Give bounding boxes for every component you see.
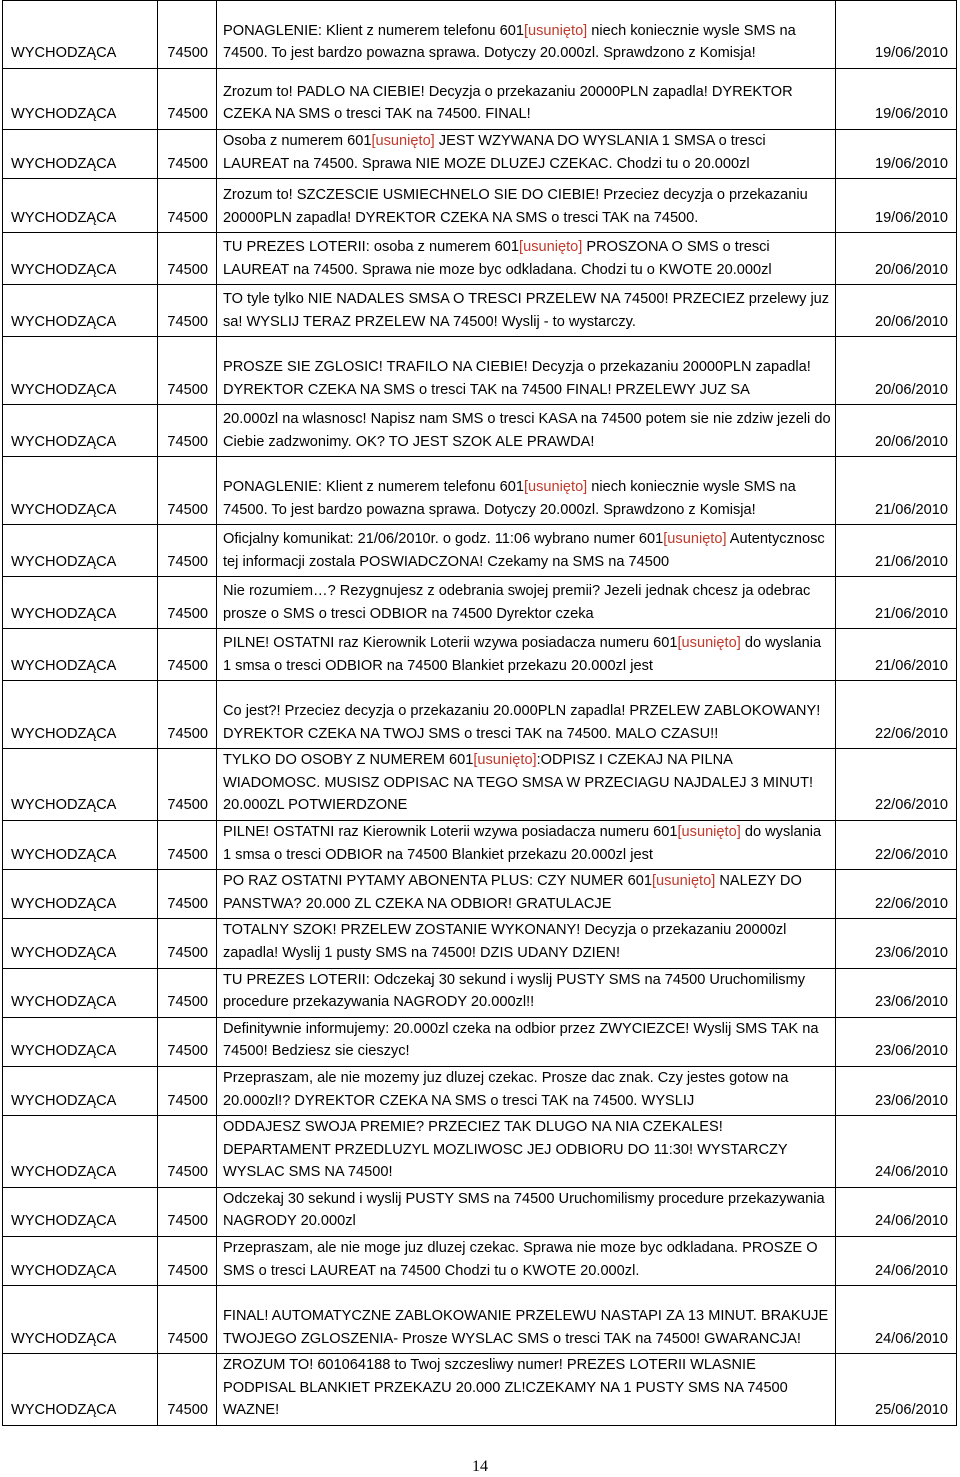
- message-text: Definitywnie informujemy: 20.000zl czeka na odbior przez ZWYCIEZCE! Wyslij SMS TAK na 74500! Bedziesz sie cieszyc!: [223, 1020, 819, 1060]
- number-cell: 74500: [158, 337, 217, 405]
- message-text: Co jest?! Przeciez decyzja o przekazaniu 20.000PLN zapadla! PRZELEW ZABLOKOWANY! DYREKTOR CZEKA NA TWOJ SMS o tresci TAK na 74500. MALO CZASU!!: [223, 703, 821, 742]
- redacted-text: [usunięto]: [677, 823, 741, 840]
- number-cell: 74500: [158, 285, 217, 337]
- direction-cell: WYCHODZĄCA: [3, 968, 158, 1017]
- message-text: Odczekaj 30 sekund i wyslij PUSTY SMS na 74500 Uruchomilismy procedure przekazywania NAGRODY 20.000zl: [223, 1190, 825, 1230]
- number-cell: 74500: [158, 233, 217, 285]
- redacted-text: [usunięto]: [371, 133, 435, 149]
- message-cell: [217, 337, 836, 405]
- direction-cell: WYCHODZĄCA: [3, 919, 158, 968]
- date-cell: 22/06/2010: [836, 681, 957, 749]
- direction-cell: WYCHODZĄCA: [3, 233, 158, 285]
- message-text: PONAGLENIE: Klient z numerem telefonu 601: [223, 22, 524, 39]
- message-cell: [217, 69, 836, 130]
- message-cell: [217, 405, 836, 457]
- sms-row: [3, 1286, 957, 1354]
- sms-row: [3, 130, 957, 179]
- message-cell: [217, 1286, 836, 1354]
- date-cell: 24/06/2010: [836, 1187, 957, 1236]
- date-cell: 25/06/2010: [836, 1354, 957, 1426]
- message-text: TU PREZES LOTERII: Odczekaj 30 sekund i wyslij PUSTY SMS na 74500 Uruchomilismy procedure przekazywania NAGRODY 20.000zl!!: [223, 971, 806, 1011]
- date-cell: 20/06/2010: [836, 405, 957, 457]
- message-cell: [217, 577, 836, 629]
- message-text: Zrozum to! SZCZESCIE USMIECHNELO SIE DO CIEBIE! Przeciez decyzja o przekazaniu 20000PLN zapadla! DYREKTOR CZEKA NA SMS o tresci TAK na 74500.: [223, 187, 808, 226]
- message-cell: [217, 1066, 836, 1115]
- sms-row: [3, 457, 957, 525]
- date-cell: 23/06/2010: [836, 1017, 957, 1066]
- number-cell: 74500: [158, 870, 217, 919]
- sms-row: [3, 285, 957, 337]
- message-text: Przepraszam, ale nie moge juz dluzej czekac. Sprawa nie moze byc odkladana. PROSZE O SMS o tresci LAUREAT na 74500 Chodzi tu o KWOTE 20.000zl.: [223, 1240, 818, 1279]
- date-cell: 23/06/2010: [836, 919, 957, 968]
- sms-row: [3, 968, 957, 1017]
- direction-cell: WYCHODZĄCA: [3, 525, 158, 577]
- message-text: Zrozum to! PADLO NA CIEBIE! Decyzja o przekazaniu 20000PLN zapadla! DYREKTOR CZEKA NA SMS o tresci TAK na 74500. FINAL!: [223, 83, 793, 123]
- direction-cell: WYCHODZĄCA: [3, 577, 158, 629]
- message-text: Autentycznosc tej informacji zostala POSWIADCZONA! Czekamy na SMS na 74500: [223, 531, 825, 570]
- message-text: Przepraszam, ale nie mozemy juz dluzej czekac. Prosze dac znak. Czy jestes gotow na 20.000zl!? DYREKTOR CZEKA NA SMS o tresci TAK na 74500. WYSLIJ: [223, 1069, 789, 1109]
- date-cell: 22/06/2010: [836, 870, 957, 919]
- number-cell: 74500: [158, 69, 217, 130]
- message-text: 20.000zl na wlasnosc! Napisz nam SMS o tresci KASA na 74500 potem sie nie zdziw jezeli do Ciebie zadzwonimy. OK? TO JEST SZOK ALE PRAWDA!: [223, 411, 831, 450]
- date-cell: 24/06/2010: [836, 1237, 957, 1286]
- sms-log-body: [3, 1, 957, 1426]
- direction-cell: WYCHODZĄCA: [3, 820, 158, 869]
- redacted-text: [usunięto]: [473, 752, 537, 769]
- date-cell: 19/06/2010: [836, 1, 957, 69]
- direction-cell: WYCHODZĄCA: [3, 405, 158, 457]
- message-cell: [217, 629, 836, 681]
- sms-row: [3, 1354, 957, 1426]
- number-cell: 74500: [158, 405, 217, 457]
- date-cell: 20/06/2010: [836, 285, 957, 337]
- redacted-text: [usunięto]: [523, 479, 588, 495]
- direction-cell: WYCHODZĄCA: [3, 1187, 158, 1236]
- redacted-text: [usunięto]: [519, 239, 583, 255]
- message-cell: [217, 919, 836, 968]
- number-cell: 74500: [158, 130, 217, 179]
- message-text: do wyslania 1 smsa o tresci ODBIOR na 74500 Blankiet przekazu 20.000zl jest: [223, 635, 822, 674]
- message-cell: [217, 870, 836, 919]
- message-text: ZROZUM TO! 601064188 to Twoj szczesliwy numer! PREZES LOTERII WLASNIE PODPISAL BLANKIET PRZEKAZU 20.000 ZL!CZEKAMY NA 1 PUSTY SMS NA 74500 WAZNE!: [223, 1357, 788, 1419]
- message-cell: [217, 1, 836, 69]
- sms-row: [3, 1, 957, 69]
- number-cell: 74500: [158, 1116, 217, 1188]
- date-cell: 23/06/2010: [836, 1066, 957, 1115]
- message-cell: [217, 1187, 836, 1236]
- message-text: PILNE! OSTATNI raz Kierownik Loterii wzywa posiadacza numeru 601: [223, 823, 678, 840]
- date-cell: 21/06/2010: [836, 629, 957, 681]
- number-cell: 74500: [158, 577, 217, 629]
- direction-cell: WYCHODZĄCA: [3, 69, 158, 130]
- date-cell: 21/06/2010: [836, 525, 957, 577]
- message-text: PONAGLENIE: Klient z numerem telefonu 601: [223, 479, 524, 495]
- number-cell: 74500: [158, 1237, 217, 1286]
- message-text: TU PREZES LOTERII: osoba z numerem 601: [223, 239, 520, 255]
- direction-cell: WYCHODZĄCA: [3, 870, 158, 919]
- message-cell: [217, 749, 836, 821]
- number-cell: 74500: [158, 919, 217, 968]
- number-cell: 74500: [158, 1354, 217, 1426]
- number-cell: 74500: [158, 1286, 217, 1354]
- message-text: Osoba z numerem 601: [223, 133, 372, 149]
- message-text: FINAL! AUTOMATYCZNE ZABLOKOWANIE PRZELEWU NASTAPI ZA 13 MINUT. BRAKUJE TWOJEGO ZGLOSZENIA- Prosze WYSLAC SMS o tresci TAK na 74500! GWARANCJA!: [223, 1308, 829, 1347]
- sms-log-table: [2, 0, 957, 1426]
- message-text: NALEZY DO PANSTWA? 20.000 ZL CZEKA NA ODBIOR! GRATULACJE: [223, 873, 802, 912]
- direction-cell: WYCHODZĄCA: [3, 1017, 158, 1066]
- direction-cell: WYCHODZĄCA: [3, 285, 158, 337]
- redacted-text: [usunięto]: [523, 22, 588, 39]
- message-text: niech koniecznie wysle SMS na 74500. To jest bardzo powazna sprawa. Dotyczy 20.000zl. Sprawdzono z Komisja!: [223, 479, 796, 518]
- message-text: TYLKO DO OSOBY Z NUMEREM 601: [223, 752, 474, 769]
- date-cell: 20/06/2010: [836, 337, 957, 405]
- sms-row: [3, 1237, 957, 1286]
- message-cell: [217, 1237, 836, 1286]
- direction-cell: WYCHODZĄCA: [3, 1, 158, 69]
- message-cell: [217, 820, 836, 869]
- message-text: ODDAJESZ SWOJA PREMIE? PRZECIEZ TAK DLUGO NA NIA CZEKALES! DEPARTAMENT PRZEDLUZYL MOZLIWOSC JEJ ODBIORU DO 11:30! WYSTARCZY WYSLAC SMS NA 74500!: [223, 1119, 788, 1181]
- redacted-text: [usunięto]: [677, 635, 741, 651]
- sms-row: [3, 1187, 957, 1236]
- number-cell: 74500: [158, 1066, 217, 1115]
- number-cell: 74500: [158, 457, 217, 525]
- number-cell: 74500: [158, 681, 217, 749]
- date-cell: 22/06/2010: [836, 749, 957, 821]
- date-cell: 19/06/2010: [836, 130, 957, 179]
- message-text: niech koniecznie wysle SMS na 74500. To jest bardzo powazna sprawa. Dotyczy 20.000zl. Sprawdzono z Komisja!: [223, 22, 796, 62]
- date-cell: 19/06/2010: [836, 69, 957, 130]
- number-cell: 74500: [158, 820, 217, 869]
- sms-row: [3, 1017, 957, 1066]
- sms-row: [3, 69, 957, 130]
- message-cell: [217, 968, 836, 1017]
- message-text: :ODPISZ I CZEKAJ NA PILNA WIADOMOSC. MUSISZ ODPISAC NA TEGO SMSA W PRZECIAGU NAJDALEJ 3 MINUT! 20.000ZL POTWIERDZONE: [223, 752, 814, 814]
- sms-row: [3, 525, 957, 577]
- date-cell: 21/06/2010: [836, 457, 957, 525]
- direction-cell: WYCHODZĄCA: [3, 681, 158, 749]
- sms-row: [3, 179, 957, 233]
- number-cell: 74500: [158, 968, 217, 1017]
- message-cell: [217, 179, 836, 233]
- sms-row: [3, 870, 957, 919]
- direction-cell: WYCHODZĄCA: [3, 457, 158, 525]
- message-cell: [217, 285, 836, 337]
- direction-cell: WYCHODZĄCA: [3, 1286, 158, 1354]
- redacted-text: [usunięto]: [652, 873, 716, 890]
- number-cell: 74500: [158, 525, 217, 577]
- direction-cell: WYCHODZĄCA: [3, 337, 158, 405]
- number-cell: 74500: [158, 1017, 217, 1066]
- sms-row: [3, 1066, 957, 1115]
- date-cell: 24/06/2010: [836, 1116, 957, 1188]
- direction-cell: WYCHODZĄCA: [3, 1066, 158, 1115]
- sms-row: [3, 577, 957, 629]
- message-text: TOTALNY SZOK! PRZELEW ZOSTANIE WYKONANY! Decyzja o przekazaniu 20000zl zapadla! Wyslij 1 pusty SMS na 74500! DZIS UDANY DZIEN!: [223, 922, 787, 961]
- sms-row: [3, 919, 957, 968]
- message-text: Oficjalny komunikat: 21/06/2010r. o godz. 11:06 wybrano numer 601: [223, 531, 664, 547]
- message-cell: [217, 681, 836, 749]
- sms-row: [3, 629, 957, 681]
- direction-cell: WYCHODZĄCA: [3, 1237, 158, 1286]
- number-cell: 74500: [158, 1187, 217, 1236]
- date-cell: 19/06/2010: [836, 179, 957, 233]
- message-text: PROSZE SIE ZGLOSIC! TRAFILO NA CIEBIE! Decyzja o przekazaniu 20000PLN zapadla! DYREKTOR CZEKA NA SMS o tresci TAK na 74500 FINAL! PRZELEWY JUZ SA: [223, 359, 811, 398]
- sms-row: [3, 820, 957, 869]
- message-cell: [217, 1354, 836, 1426]
- message-cell: [217, 1017, 836, 1066]
- direction-cell: WYCHODZĄCA: [3, 1116, 158, 1188]
- date-cell: 23/06/2010: [836, 968, 957, 1017]
- number-cell: 74500: [158, 749, 217, 821]
- redacted-text: [usunięto]: [663, 531, 727, 547]
- message-cell: [217, 525, 836, 577]
- message-text: do wyslania 1 smsa o tresci ODBIOR na 74500 Blankiet przekazu 20.000zl jest: [223, 823, 822, 863]
- sms-row: [3, 749, 957, 821]
- date-cell: 24/06/2010: [836, 1286, 957, 1354]
- date-cell: 21/06/2010: [836, 577, 957, 629]
- message-cell: [217, 457, 836, 525]
- message-cell: [217, 130, 836, 179]
- page-number: 14: [472, 1458, 488, 1475]
- message-text: PILNE! OSTATNI raz Kierownik Loterii wzywa posiadacza numeru 601: [223, 635, 678, 651]
- number-cell: 74500: [158, 179, 217, 233]
- direction-cell: WYCHODZĄCA: [3, 130, 158, 179]
- number-cell: 74500: [158, 1, 217, 69]
- message-text: JEST WZYWANA DO WYSLANIA 1 SMSA o tresci LAUREAT na 74500. Sprawa NIE MOZE DLUZEJ CZEKAC. Chodzi tu o 20.000zl: [223, 133, 766, 172]
- sms-row: [3, 1116, 957, 1188]
- message-cell: [217, 233, 836, 285]
- direction-cell: WYCHODZĄCA: [3, 629, 158, 681]
- message-cell: [217, 1116, 836, 1188]
- message-text: PO RAZ OSTATNI PYTAMY ABONENTA PLUS: CZY NUMER 601: [223, 873, 652, 890]
- number-cell: 74500: [158, 629, 217, 681]
- sms-row: [3, 337, 957, 405]
- date-cell: 20/06/2010: [836, 233, 957, 285]
- message-text: Nie rozumiem…? Rezygnujesz z odebrania swojej premii? Jezeli jednak chcesz ja odebrac prosze o SMS o tresci ODBIOR na 74500 Dyrektor czeka: [223, 583, 811, 622]
- direction-cell: WYCHODZĄCA: [3, 749, 158, 821]
- sms-row: [3, 233, 957, 285]
- sms-row: [3, 681, 957, 749]
- sms-row: [3, 405, 957, 457]
- message-text: PROSZONA O SMS o tresci LAUREAT na 74500. Sprawa nie moze byc odkladana. Chodzi tu o KWOTE 20.000zl: [223, 239, 772, 278]
- direction-cell: WYCHODZĄCA: [3, 1354, 158, 1426]
- message-text: TO tyle tylko NIE NADALES SMSA O TRESCI PRZELEW NA 74500! PRZECIEZ przelewy juz sa! WYSLIJ TERAZ PRZELEW NA 74500! Wyslij - to wystarczy.: [223, 291, 830, 330]
- date-cell: 22/06/2010: [836, 820, 957, 869]
- direction-cell: WYCHODZĄCA: [3, 179, 158, 233]
